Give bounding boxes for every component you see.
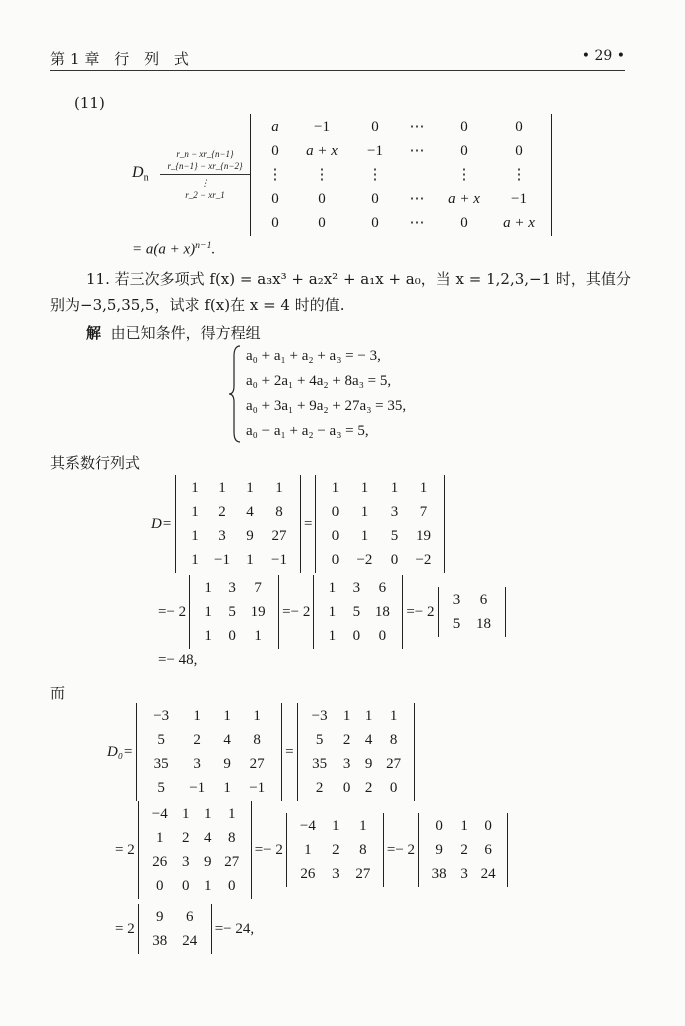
matrix-cell: 4 — [223, 732, 231, 748]
matrix-cell: 0 — [227, 878, 236, 894]
matrix-cell: 5 — [157, 780, 165, 796]
row-operations: r_n − xr_{n−1} r_{n−1} − xr_{n−2} ⋮ r_2 − xr_1 — [160, 148, 250, 201]
matrix-cell: 1 — [193, 708, 201, 724]
matrix-cell: 9 — [203, 854, 212, 870]
matrix-cell: 6 — [185, 909, 194, 925]
matrix-cell: −1 — [189, 780, 206, 796]
determinant-matrix — [136, 703, 282, 801]
matrix-cell: 9 — [223, 756, 231, 772]
matrix-cell: 1 — [254, 628, 262, 644]
matrix-cell: 3 — [218, 528, 226, 544]
determinant-matrix — [286, 813, 384, 887]
matrix-cell: 6 — [484, 842, 492, 858]
matrix-cell: 27 — [271, 528, 287, 544]
matrix-cell: 1 — [460, 818, 468, 834]
matrix-cell: 27 — [355, 866, 371, 882]
matrix-cell: 0 — [460, 215, 468, 231]
matrix-cell: 1 — [360, 504, 369, 520]
matrix-cell: 0 — [331, 528, 340, 544]
determinant-matrix — [297, 703, 415, 801]
matrix-cell: −1 — [270, 552, 287, 568]
matrix-cell: ⋯ — [409, 143, 425, 159]
matrix-cell: 35 — [153, 756, 169, 772]
determinant-matrix — [315, 475, 445, 573]
matrix-cell: 2 — [460, 842, 468, 858]
matrix-cell: 1 — [360, 528, 369, 544]
equation-1: a₀ + a₁ + a₂ + a₃ = − 3, — [246, 348, 381, 364]
matrix-cell: 4 — [203, 830, 212, 846]
matrix-cell: ⋮ — [267, 167, 283, 183]
matrix-cell: 1 — [204, 580, 212, 596]
matrix-cell: ⋮ — [456, 167, 472, 183]
matrix-cell: 1 — [204, 628, 212, 644]
matrix-cell: 1 — [331, 480, 340, 496]
matrix-cell: 0 — [271, 143, 279, 159]
matrix-cell: 3 — [352, 580, 361, 596]
matrix-cell: 24 — [480, 866, 496, 882]
matrix-cell: 26 — [300, 866, 316, 882]
determinant-matrix — [138, 904, 212, 954]
matrix-cell: 4 — [364, 732, 373, 748]
matrix-cell: −4 — [299, 818, 316, 834]
matrix-cell: 5 — [228, 604, 236, 620]
item-label: (11) — [74, 94, 105, 112]
matrix-cell: 9 — [155, 909, 164, 925]
matrix-cell: 0 — [371, 119, 379, 135]
matrix-cell: ⋮ — [314, 167, 330, 183]
matrix-cell: 0 — [331, 504, 340, 520]
coef-label: 其系数行列式 — [50, 454, 141, 472]
matrix-cell: 0 — [378, 628, 387, 644]
matrix-cell: 0 — [435, 818, 443, 834]
matrix-cell: 0 — [228, 628, 236, 644]
matrix-cell: 38 — [431, 866, 447, 882]
matrix-cell: 1 — [191, 504, 199, 520]
matrix-cell: 8 — [253, 732, 261, 748]
chapter-title: 第1章 行 列 式 — [50, 50, 194, 68]
matrix-cell: 18 — [476, 616, 492, 632]
matrix-cell: 19 — [250, 604, 266, 620]
matrix-cell: 1 — [155, 830, 164, 846]
matrix-cell: 8 — [389, 732, 398, 748]
matrix-cell: 0 — [460, 119, 468, 135]
determinant-matrix — [250, 114, 552, 236]
matrix-cell: 0 — [181, 878, 190, 894]
matrix-cell: 4 — [246, 504, 254, 520]
matrix-cell: 3 — [390, 504, 399, 520]
matrix-cell: 0 — [271, 215, 279, 231]
matrix-cell: 1 — [203, 878, 212, 894]
and-label: 而 — [50, 684, 66, 702]
d-line-1: D= 1 1 1 1 1 2 4 8 1 3 9 27 1 −1 1 −1 = 1 1 1 1 0 1 3 7 0 1 5 19 0 −2 0 −2 — [148, 474, 445, 574]
matrix-cell: 1 — [389, 708, 398, 724]
matrix-cell: −1 — [367, 143, 383, 159]
matrix-cell: 27 — [249, 756, 265, 772]
matrix-cell: 0 — [390, 552, 399, 568]
matrix-cell: 0 — [371, 215, 379, 231]
matrix-cell: 1 — [253, 708, 261, 724]
matrix-cell: 19 — [415, 528, 431, 544]
matrix-cell: a + x — [448, 191, 480, 207]
matrix-cell: 38 — [152, 933, 168, 949]
equation-2: a₀ + 2a₁ + 4a₂ + 8a₃ = 5, — [246, 373, 392, 389]
d0-line-3: = 2 9 6 38 24 =− 24, — [112, 904, 257, 954]
matrix-cell: 1 — [419, 480, 428, 496]
matrix-cell: 1 — [203, 806, 212, 822]
matrix-cell: 1 — [227, 806, 236, 822]
matrix-cell: 7 — [254, 580, 262, 596]
matrix-cell: 1 — [328, 580, 337, 596]
matrix-cell: 1 — [332, 818, 340, 834]
matrix-cell: ⋮ — [511, 167, 527, 183]
matrix-cell: 1 — [191, 528, 199, 544]
matrix-cell: 3 — [342, 756, 351, 772]
matrix-cell: 27 — [386, 756, 402, 772]
matrix-cell: 2 — [364, 780, 373, 796]
dn-result: = $a(a + x)^{n-1}$. — [132, 240, 216, 258]
matrix-cell: ⋯ — [409, 191, 425, 207]
matrix-cell: 0 — [331, 552, 340, 568]
matrix-cell: 3 — [460, 866, 468, 882]
matrix-cell: 0 — [342, 780, 351, 796]
matrix-cell: 0 — [371, 191, 379, 207]
matrix-cell: 3 — [228, 580, 236, 596]
matrix-cell: 0 — [318, 215, 326, 231]
determinant-matrix — [313, 575, 403, 649]
matrix-cell: −3 — [153, 708, 170, 724]
matrix-cell: −2 — [356, 552, 373, 568]
problem-line-2: 别为−3,5,35,5，试求 f(x)在 x = 4 时的值. — [50, 296, 345, 314]
matrix-cell: 26 — [152, 854, 168, 870]
matrix-cell: 0 — [515, 119, 523, 135]
matrix-cell: 6 — [378, 580, 387, 596]
d-line-2: =− 2 1 3 7 1 5 19 1 0 1 =− 2 1 3 6 1 5 18 1 0 0 =− 2 3 6 5 18 — [155, 576, 506, 648]
d-name: D= — [151, 515, 172, 532]
matrix-cell: 1 — [275, 480, 283, 496]
matrix-cell: 1 — [181, 806, 190, 822]
matrix-cell: 1 — [223, 708, 231, 724]
matrix-cell: −3 — [311, 708, 328, 724]
matrix-cell: 1 — [342, 708, 351, 724]
matrix-cell: 0 — [352, 628, 361, 644]
matrix-cell: −4 — [151, 806, 168, 822]
matrix-cell: ⋯ — [409, 119, 425, 135]
matrix-cell: 5 — [452, 616, 461, 632]
matrix-cell: 3 — [181, 854, 190, 870]
matrix-cell: 0 — [515, 143, 523, 159]
matrix-cell: 9 — [435, 842, 443, 858]
matrix-cell: −1 — [314, 119, 330, 135]
matrix-cell: 1 — [390, 480, 399, 496]
determinant-matrix — [418, 813, 508, 887]
matrix-cell: 5 — [352, 604, 361, 620]
d0-line-2: = 2 −4 1 1 1 1 2 4 8 26 3 9 27 0 0 1 0 =− 2 −4 1 1 1 2 8 26 3 27 =− 2 0 1 0 9 2 6 38 3 24 — [112, 800, 508, 900]
matrix-cell: 1 — [328, 604, 337, 620]
solution-intro: 解 由已知条件，得方程组 — [86, 324, 261, 342]
matrix-cell: 0 — [155, 878, 164, 894]
matrix-cell: 27 — [224, 854, 240, 870]
page-header — [50, 44, 625, 71]
matrix-cell: 8 — [275, 504, 283, 520]
matrix-cell: 1 — [204, 604, 212, 620]
matrix-cell: 5 — [315, 732, 324, 748]
determinant-matrix — [438, 587, 506, 637]
matrix-cell: a — [271, 119, 279, 135]
d-result: =− 48, — [158, 652, 198, 668]
matrix-cell: 2 — [181, 830, 190, 846]
matrix-cell: 1 — [364, 708, 373, 724]
determinant-matrix — [189, 575, 279, 649]
matrix-cell: a + x — [306, 143, 338, 159]
determinant-matrix — [175, 475, 301, 573]
matrix-cell: 1 — [218, 480, 226, 496]
matrix-cell: 1 — [191, 552, 199, 568]
matrix-cell: 7 — [419, 504, 428, 520]
equation-4: a₀ − a₁ + a₂ − a₃ = 5, — [246, 423, 369, 439]
matrix-cell: 0 — [484, 818, 492, 834]
matrix-cell: 1 — [359, 818, 367, 834]
matrix-cell: 2 — [218, 504, 226, 520]
matrix-cell: 24 — [182, 933, 198, 949]
problem-line-1: 11. 若三次多项式 f(x) = a₃x³ + a₂x² + a₁x + a₀，当 x = 1,2,3,−1 时，其值分 — [86, 270, 631, 288]
page-number: • 29 • — [581, 48, 625, 64]
matrix-cell: 3 — [452, 592, 461, 608]
matrix-cell: 8 — [227, 830, 236, 846]
matrix-cell: a + x — [503, 215, 535, 231]
matrix-cell: 6 — [479, 592, 488, 608]
matrix-cell: 8 — [359, 842, 367, 858]
equation-3: a₀ + 3a₁ + 9a₂ + 27a₃ = 35, — [246, 398, 407, 414]
matrix-cell: 1 — [246, 552, 254, 568]
matrix-cell: 1 — [360, 480, 369, 496]
matrix-cell: −1 — [511, 191, 527, 207]
matrix-cell: 2 — [315, 780, 324, 796]
solution-label: 解 — [86, 324, 102, 342]
matrix-cell: 0 — [318, 191, 326, 207]
matrix-cell: 18 — [374, 604, 390, 620]
matrix-cell: 9 — [364, 756, 373, 772]
matrix-cell: −1 — [213, 552, 230, 568]
matrix-cell: 1 — [223, 780, 231, 796]
matrix-cell: 2 — [332, 842, 340, 858]
matrix-cell: 9 — [246, 528, 254, 544]
matrix-cell: 1 — [191, 480, 199, 496]
matrix-cell: 35 — [312, 756, 328, 772]
matrix-cell: 5 — [157, 732, 165, 748]
matrix-cell: −2 — [415, 552, 432, 568]
equation-system — [228, 344, 478, 444]
left-brace-icon — [228, 344, 242, 444]
dn-symbol: $D_n$ — [132, 164, 149, 184]
d0-name: D₀= — [107, 743, 134, 760]
matrix-cell: 1 — [328, 628, 337, 644]
matrix-cell: 1 — [246, 480, 254, 496]
matrix-cell: −1 — [249, 780, 266, 796]
matrix-cell: ⋮ — [367, 167, 383, 183]
matrix-cell: 2 — [193, 732, 201, 748]
determinant-dn — [250, 114, 552, 236]
d0-line-1: D₀= −3 1 1 1 5 2 4 8 35 3 9 27 5 −1 1 −1 = −3 1 1 1 5 2 4 8 35 3 9 27 2 0 2 0 — [104, 702, 415, 802]
matrix-cell: ⋯ — [409, 215, 425, 231]
matrix-cell: 0 — [460, 143, 468, 159]
matrix-cell: 0 — [389, 780, 398, 796]
matrix-cell: 5 — [390, 528, 399, 544]
matrix-cell: 3 — [193, 756, 201, 772]
matrix-cell: 1 — [304, 842, 312, 858]
matrix-cell: 2 — [342, 732, 351, 748]
matrix-cell: 3 — [332, 866, 340, 882]
matrix-cell: 0 — [271, 191, 279, 207]
determinant-matrix — [138, 801, 252, 899]
